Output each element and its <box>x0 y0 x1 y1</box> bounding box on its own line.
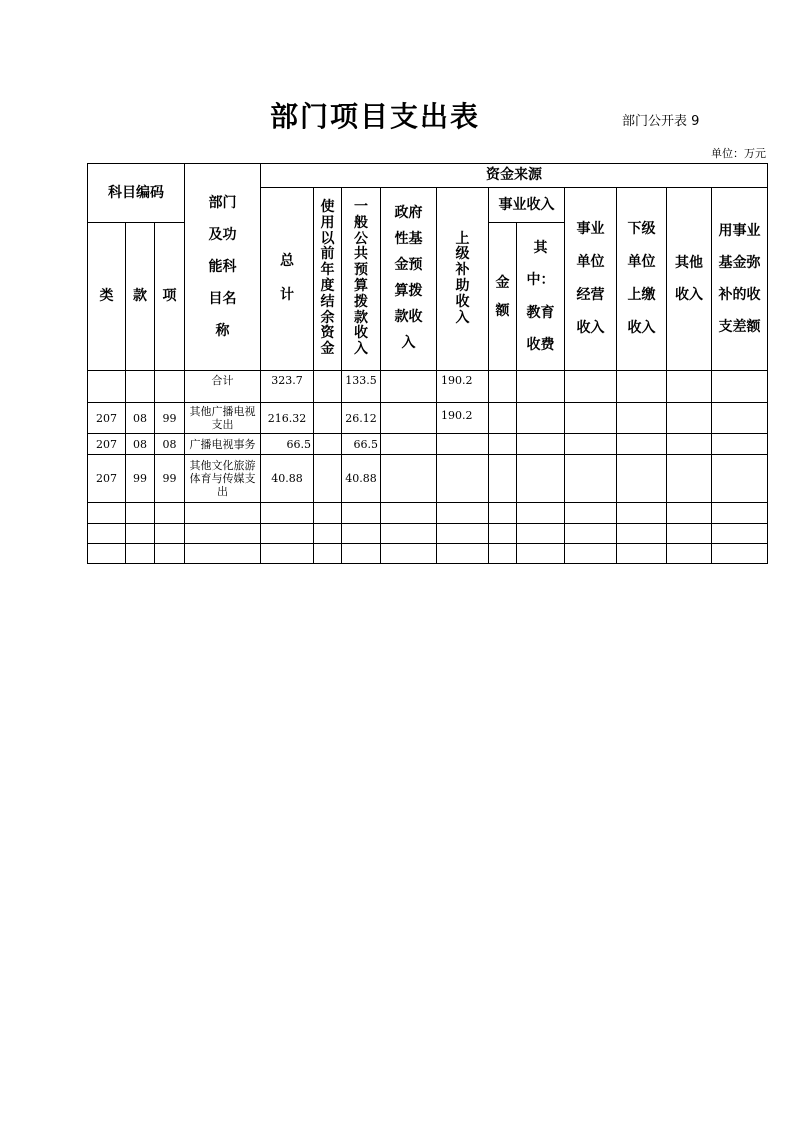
header-of-which-edu-text: 其中：教育收费 <box>526 240 555 353</box>
table-row <box>88 434 768 455</box>
table-row <box>88 371 768 403</box>
table-row <box>88 455 768 503</box>
cell-item <box>126 371 155 403</box>
form-number: 部门公开表 9 <box>622 114 700 129</box>
header-other-income-text: 其他收入 <box>675 254 703 303</box>
cell-name: 合计 <box>185 371 261 403</box>
cell-empty <box>712 371 768 403</box>
header-fund-balance-text: 用事业基金弥补的收支差额 <box>718 222 761 336</box>
unit-label: 单位：万元 <box>711 147 766 160</box>
cell-sub: 99 <box>155 403 185 434</box>
header-amount-text: 金额 <box>495 274 510 319</box>
cell-sub: 99 <box>155 455 185 503</box>
cell-empty <box>712 434 768 455</box>
cell-empty <box>667 434 712 455</box>
cell-empty <box>517 371 565 403</box>
cell-sub: 08 <box>155 434 185 455</box>
cell-empty <box>617 403 667 434</box>
cell-class: 207 <box>88 403 126 434</box>
empty-row <box>88 524 768 544</box>
header-dept-func-text: 部门及功能科目名称 <box>208 194 237 340</box>
cell-name-text: 其他文化旅游体育与传媒支出 <box>189 459 256 498</box>
cell-empty <box>517 434 565 455</box>
header-lower-unit-text: 下级单位上缴收入 <box>627 221 656 336</box>
header-general-budget <box>342 188 381 371</box>
cell-item: 08 <box>126 434 155 455</box>
cell-name: 广播电视事务 <box>185 434 261 455</box>
header-gov-fund-text: 政府性基金预算拨款收入 <box>394 205 423 351</box>
table-row <box>88 403 768 434</box>
header-class: 类 <box>88 223 126 371</box>
header-other-income <box>667 188 712 371</box>
cell-empty <box>617 434 667 455</box>
header-total <box>261 188 314 371</box>
header-of-which-edu <box>517 223 565 371</box>
cell-superior: 190.2 <box>437 371 489 403</box>
cell-prior <box>314 455 342 503</box>
cell-empty <box>489 371 517 403</box>
cell-prior <box>314 371 342 403</box>
cell-class <box>88 371 126 403</box>
cell-empty <box>617 371 667 403</box>
cell-class: 207 <box>88 434 126 455</box>
cell-empty <box>489 455 517 503</box>
cell-empty <box>517 403 565 434</box>
header-prior-balance <box>314 188 342 371</box>
header-fund-source: 资金来源 <box>261 164 768 188</box>
cell-item: 08 <box>126 403 155 434</box>
cell-sub <box>155 371 185 403</box>
cell-empty <box>712 455 768 503</box>
header-total-text: 总计 <box>280 253 294 303</box>
cell-total: 216.32 <box>261 403 314 434</box>
cell-general: 26.12 <box>342 403 381 434</box>
cell-total: 40.88 <box>261 455 314 503</box>
cell-gov <box>381 371 437 403</box>
header-superior-subsidy <box>437 188 489 371</box>
header-general-budget-text: 一般公共预算拨款收入 <box>354 198 368 358</box>
cell-gov <box>381 434 437 455</box>
empty-row <box>88 503 768 524</box>
cell-name <box>185 455 261 503</box>
header-lower-unit <box>617 188 667 371</box>
cell-superior: 190.2 <box>437 403 489 434</box>
cell-general: 133.5 <box>342 371 381 403</box>
cell-name-text: 其他广播电视支出 <box>189 405 256 431</box>
cell-superior <box>437 455 489 503</box>
cell-empty <box>517 455 565 503</box>
cell-general: 40.88 <box>342 455 381 503</box>
cell-empty <box>667 403 712 434</box>
cell-name <box>185 403 261 434</box>
cell-gov <box>381 455 437 503</box>
header-gov-fund <box>381 188 437 371</box>
cell-general: 66.5 <box>342 434 381 455</box>
header-subject-code: 科目编码 <box>88 164 185 223</box>
header-item: 款 <box>126 223 155 371</box>
cell-gov <box>381 403 437 434</box>
header-dept-func <box>185 164 261 371</box>
cell-prior <box>314 434 342 455</box>
header-unit-operating-text: 事业单位经营收入 <box>576 221 605 336</box>
header-prior-balance-text: 使用以前年度结余资金 <box>320 198 335 358</box>
cell-superior <box>437 434 489 455</box>
cell-empty <box>667 455 712 503</box>
cell-empty <box>489 434 517 455</box>
header-superior-subsidy-text: 上级补助收入 <box>455 230 470 326</box>
cell-empty <box>565 455 617 503</box>
cell-class: 207 <box>88 455 126 503</box>
header-amount <box>489 223 517 371</box>
cell-empty <box>667 371 712 403</box>
page-title: 部门项目支出表 <box>269 100 480 133</box>
project-expenditure-table <box>87 163 768 564</box>
cell-empty <box>617 455 667 503</box>
empty-row <box>88 544 768 564</box>
header-unit-operating <box>565 188 617 371</box>
cell-empty <box>489 403 517 434</box>
cell-empty <box>712 403 768 434</box>
cell-total: 66.5 <box>261 434 314 455</box>
cell-prior <box>314 403 342 434</box>
cell-total: 323.7 <box>261 371 314 403</box>
cell-empty <box>565 434 617 455</box>
cell-empty <box>565 371 617 403</box>
cell-empty <box>565 403 617 434</box>
cell-item: 99 <box>126 455 155 503</box>
header-business-income: 事业收入 <box>489 188 565 223</box>
header-fund-balance <box>712 188 768 371</box>
header-sub: 项 <box>155 223 185 371</box>
